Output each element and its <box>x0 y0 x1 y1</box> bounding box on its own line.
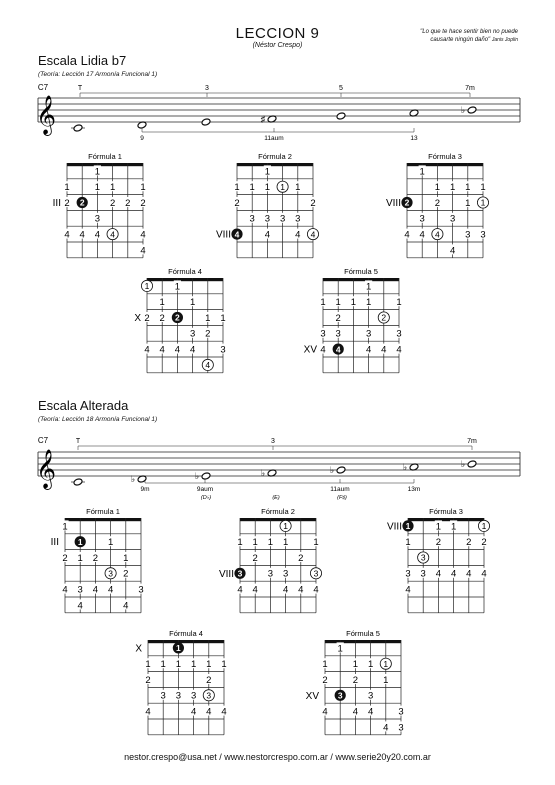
finger-number: 3 <box>337 690 343 701</box>
nut <box>407 163 483 166</box>
finger-number: 1 <box>77 536 83 547</box>
finger-number: 3 <box>175 690 182 702</box>
accidental-flat-icon: ♭ <box>460 105 466 115</box>
finger-number: 3 <box>313 568 319 579</box>
finger-number: 1 <box>320 297 326 309</box>
finger-number: 4 <box>404 229 410 241</box>
whole-note <box>467 106 477 114</box>
finger-number: 4 <box>320 344 326 356</box>
accidental-flat-icon: ♭ <box>194 471 200 481</box>
finger-number: 4 <box>435 229 440 240</box>
finger-number: 4 <box>145 706 151 718</box>
fret-diagram <box>53 152 147 258</box>
finger-number: 2 <box>298 552 304 564</box>
finger-number: 4 <box>466 568 472 580</box>
fret-diagram <box>135 629 227 735</box>
diagram-title: Fórmula 2 <box>258 152 292 161</box>
nut <box>148 640 224 643</box>
finger-number: 4 <box>94 229 101 241</box>
finger-number: 2 <box>404 197 410 208</box>
finger-number: 1 <box>94 182 101 194</box>
finger-number: 1 <box>383 658 389 669</box>
diagram-title: Fórmula 4 <box>168 267 202 276</box>
whole-note <box>73 124 83 132</box>
finger-number: 3 <box>206 690 212 701</box>
finger-number: 4 <box>367 706 374 718</box>
whole-note <box>336 466 346 474</box>
finger-number: 1 <box>234 182 240 194</box>
finger-number: 3 <box>160 690 166 702</box>
finger-number: 4 <box>264 229 271 241</box>
finger-number: 1 <box>264 166 271 178</box>
finger-number: 2 <box>125 197 131 209</box>
finger-number: 1 <box>435 521 442 533</box>
quote-author: Janis Joplin <box>491 37 518 43</box>
treble-clef-icon: 𝄞 <box>35 450 57 488</box>
finger-number: 1 <box>107 537 114 549</box>
finger-number: 2 <box>466 537 472 549</box>
diagram-title: Fórmula 5 <box>346 629 380 638</box>
whole-note <box>336 112 346 120</box>
finger-number: 2 <box>145 674 151 686</box>
finger-number: 3 <box>398 706 404 718</box>
staff-1 <box>36 436 520 501</box>
finger-number: 1 <box>190 659 197 671</box>
finger-number: 1 <box>465 197 471 209</box>
finger-number: 1 <box>352 659 359 671</box>
fret-diagram <box>304 267 403 373</box>
diagram-title: Fórmula 2 <box>261 507 295 516</box>
finger-number: 1 <box>383 674 389 686</box>
finger-number: 2 <box>234 197 240 209</box>
finger-number: 4 <box>110 229 115 240</box>
finger-number: 4 <box>295 229 301 241</box>
finger-number: 1 <box>145 659 151 671</box>
interval-label-top: T <box>75 438 81 445</box>
finger-number: 3 <box>367 690 374 702</box>
finger-number: 4 <box>140 245 146 257</box>
finger-number: 2 <box>109 197 116 209</box>
finger-number: 1 <box>64 182 70 194</box>
finger-number: 3 <box>279 213 286 225</box>
treble-clef-icon: 𝄞 <box>35 96 57 134</box>
nut <box>65 518 141 521</box>
finger-number: 1 <box>365 281 372 293</box>
finger-number: 1 <box>237 537 243 549</box>
finger-number: 3 <box>320 328 326 340</box>
section-title-alterada: Escala Alterada <box>38 398 129 413</box>
finger-number: 3 <box>420 552 426 563</box>
finger-number: 4 <box>419 229 425 241</box>
fret-diagram <box>387 507 490 613</box>
finger-number: 1 <box>481 521 487 532</box>
accidental-flat-icon: ♭ <box>460 459 466 469</box>
finger-number: 1 <box>77 552 83 564</box>
finger-number: 4 <box>405 584 411 596</box>
finger-number: 2 <box>175 312 180 323</box>
fret-diagram <box>386 152 489 258</box>
finger-number: 1 <box>449 182 456 194</box>
finger-number: 2 <box>144 312 150 324</box>
finger-number: 4 <box>313 584 319 596</box>
finger-number: 4 <box>77 600 83 612</box>
nut <box>240 518 316 521</box>
finger-number: 1 <box>252 537 258 549</box>
finger-number: 1 <box>396 297 402 309</box>
finger-number: 1 <box>450 521 457 533</box>
position-label: III <box>52 198 61 209</box>
finger-number: 2 <box>252 552 258 564</box>
finger-number: 1 <box>335 297 341 309</box>
finger-number: 4 <box>383 722 389 734</box>
finger-number: 1 <box>480 197 486 208</box>
chord-label: C7 <box>37 436 49 445</box>
interval-label-bottom: 9aum <box>196 486 214 493</box>
finger-number: 3 <box>335 328 341 340</box>
section-theory-lidia: (Teoría: Lección 17 Armonía Funcional 1) <box>38 71 158 78</box>
finger-number: 4 <box>449 245 456 257</box>
finger-number: 1 <box>123 552 129 564</box>
whole-note <box>201 118 211 126</box>
finger-number: 2 <box>159 312 165 324</box>
nut <box>323 278 399 281</box>
finger-number: 1 <box>405 521 411 532</box>
finger-number: 4 <box>159 344 165 356</box>
finger-number: 4 <box>144 344 150 356</box>
finger-number: 3 <box>420 568 426 580</box>
interval-label-bottom: 13m <box>407 486 421 493</box>
position-label: X <box>134 313 141 324</box>
finger-number: 3 <box>396 328 402 340</box>
finger-number: 2 <box>62 552 68 564</box>
finger-number: 3 <box>295 213 301 225</box>
finger-number: 1 <box>280 181 285 192</box>
position-label: XV <box>303 344 317 356</box>
finger-number: 2 <box>335 312 341 324</box>
finger-number: 4 <box>381 344 387 356</box>
finger-number: 1 <box>206 659 212 671</box>
finger-number: 1 <box>144 281 150 292</box>
finger-number: 3 <box>190 690 197 702</box>
finger-number: 3 <box>77 584 83 596</box>
finger-number: 1 <box>465 182 471 194</box>
enharmonic-label: (F♯) <box>337 495 347 501</box>
finger-number: 1 <box>282 537 289 549</box>
diagram-title: Fórmula 3 <box>428 152 462 161</box>
finger-number: 4 <box>322 706 328 718</box>
finger-number: 1 <box>313 537 319 549</box>
finger-number: 3 <box>220 344 226 356</box>
finger-number: 4 <box>140 229 146 241</box>
finger-number: 2 <box>381 312 387 323</box>
finger-number: 1 <box>94 166 101 178</box>
page-title: LECCION 9 <box>235 25 320 42</box>
finger-number: 1 <box>434 182 441 194</box>
finger-number: 4 <box>64 229 70 241</box>
finger-number: 3 <box>465 229 471 241</box>
chord-label: C7 <box>37 83 49 92</box>
diagram-title: Fórmula 5 <box>344 267 378 276</box>
enharmonic-label: (E) <box>272 495 280 501</box>
diagram-title: Fórmula 4 <box>169 629 203 638</box>
finger-number: 4 <box>123 600 129 612</box>
finger-number: 1 <box>295 182 301 194</box>
finger-number: 4 <box>190 706 197 718</box>
finger-number: 1 <box>367 659 374 671</box>
finger-number: 4 <box>79 229 85 241</box>
finger-number: 2 <box>310 197 316 209</box>
interval-label-bottom: 9 <box>140 135 144 142</box>
finger-number: 3 <box>365 328 372 340</box>
finger-number: 4 <box>107 584 114 596</box>
interval-label-bottom: 11aum <box>330 486 350 493</box>
accidental-flat-icon: ♭ <box>260 468 266 478</box>
finger-number: 1 <box>160 659 166 671</box>
finger-number: 4 <box>396 344 402 356</box>
finger-number: 3 <box>94 213 101 225</box>
accidental-sharp-icon: ♯ <box>260 114 266 124</box>
finger-number: 3 <box>282 568 289 580</box>
finger-number: 3 <box>480 229 486 241</box>
finger-number: 2 <box>206 674 212 686</box>
finger-number: 4 <box>298 584 304 596</box>
fret-diagram <box>134 267 226 373</box>
author-line: (Néstor Crespo) <box>252 42 303 49</box>
finger-number: 2 <box>322 674 328 686</box>
finger-number: 2 <box>434 197 441 209</box>
finger-number: 4 <box>282 584 289 596</box>
finger-number: 4 <box>92 584 99 596</box>
interval-label-top: 5 <box>339 85 343 92</box>
finger-number: 2 <box>435 537 442 549</box>
quote-line-2: causarte ningún daño" <box>430 37 491 43</box>
finger-number: 3 <box>398 722 404 734</box>
fret-diagram <box>219 507 322 613</box>
position-label: III <box>50 537 59 549</box>
finger-number: 4 <box>352 706 359 718</box>
position-label: VIII <box>215 229 231 241</box>
diagram-title: Fórmula 1 <box>86 507 120 516</box>
finger-number: 2 <box>140 197 146 209</box>
finger-number: 1 <box>176 643 181 654</box>
finger-number: 2 <box>352 674 359 686</box>
fret-diagram <box>216 152 319 258</box>
nut <box>325 640 401 643</box>
section-title-lidia: Escala Lidia b7 <box>38 53 127 68</box>
nut <box>237 163 313 166</box>
section-theory-alterada: (Teoría: Lección 18 Armonía Funcional 1) <box>38 416 158 423</box>
enharmonic-label: (D♭) <box>200 495 212 501</box>
finger-number: 1 <box>109 182 116 194</box>
finger-number: 1 <box>350 297 357 309</box>
finger-number: 2 <box>79 197 85 208</box>
finger-number: 1 <box>283 521 288 532</box>
finger-number: 4 <box>450 568 457 580</box>
interval-label-bottom: 9m <box>140 486 150 493</box>
finger-number: 4 <box>205 360 211 371</box>
finger-number: 4 <box>62 584 68 596</box>
finger-number: 4 <box>310 229 316 240</box>
fret-diagram <box>306 629 405 735</box>
whole-note <box>201 472 211 480</box>
finger-number: 1 <box>249 182 255 194</box>
nut <box>408 518 484 521</box>
position-label: XV <box>305 690 319 702</box>
finger-number: 1 <box>220 312 226 324</box>
finger-number: 2 <box>64 197 70 209</box>
position-label: X <box>135 643 142 655</box>
interval-label-bottom: 13 <box>410 135 418 142</box>
finger-number: 3 <box>267 568 274 580</box>
finger-number: 2 <box>205 328 211 340</box>
finger-number: 4 <box>481 568 487 580</box>
accidental-flat-icon: ♭ <box>329 465 335 475</box>
finger-number: 1 <box>337 643 343 655</box>
interval-label-top: 7m <box>465 85 475 92</box>
finger-number: 3 <box>138 584 144 596</box>
interval-label-top: T <box>77 85 83 92</box>
interval-label-bottom: 11aum <box>264 135 284 142</box>
finger-number: 2 <box>92 552 99 564</box>
finger-number: 3 <box>419 213 425 225</box>
position-label: VIII <box>386 521 402 533</box>
finger-number: 1 <box>175 659 182 671</box>
finger-number: 4 <box>335 344 341 355</box>
finger-number: 1 <box>189 297 196 309</box>
finger-number: 4 <box>234 229 240 240</box>
interval-label-top: 3 <box>205 85 209 92</box>
finger-number: 4 <box>174 344 181 356</box>
finger-number: 4 <box>206 706 212 718</box>
finger-number: 1 <box>264 182 271 194</box>
finger-number: 3 <box>108 568 113 579</box>
finger-number: 1 <box>140 182 146 194</box>
finger-number: 1 <box>159 297 165 309</box>
finger-number: 3 <box>405 568 411 580</box>
whole-note <box>73 478 83 486</box>
finger-number: 3 <box>249 213 255 225</box>
finger-number: 1 <box>322 659 328 671</box>
staff-0 <box>36 83 520 142</box>
finger-number: 2 <box>123 568 129 580</box>
diagram-title: Fórmula 1 <box>88 152 122 161</box>
finger-number: 4 <box>189 344 196 356</box>
finger-number: 3 <box>449 213 456 225</box>
interval-label-top: 3 <box>271 438 275 445</box>
finger-number: 3 <box>189 328 196 340</box>
finger-number: 4 <box>252 584 258 596</box>
nut <box>147 278 223 281</box>
diagram-title: Fórmula 3 <box>429 507 463 516</box>
interval-label-top: 7m <box>467 438 477 445</box>
finger-number: 1 <box>267 537 274 549</box>
position-label: VIII <box>385 198 401 209</box>
finger-number: 1 <box>174 281 181 293</box>
accidental-flat-icon: ♭ <box>130 474 136 484</box>
accidental-flat-icon: ♭ <box>402 462 408 472</box>
finger-number: 1 <box>405 537 411 549</box>
finger-number: 1 <box>205 312 211 324</box>
finger-number: 3 <box>264 213 271 225</box>
finger-number: 1 <box>365 297 372 309</box>
finger-number: 4 <box>435 568 442 580</box>
footer-links: nestor.crespo@usa.net / www.nestorcrespo.com.ar / www.serie20y20.com.ar <box>124 752 431 762</box>
fret-diagram <box>51 507 145 613</box>
quote-line-1: "Lo que te hace sentir bien no puede <box>420 29 518 35</box>
finger-number: 2 <box>481 537 487 549</box>
whole-note <box>467 460 477 468</box>
finger-number: 1 <box>480 182 486 194</box>
finger-number: 4 <box>237 584 243 596</box>
nut <box>67 163 143 166</box>
finger-number: 4 <box>365 344 372 356</box>
finger-number: 4 <box>221 706 227 718</box>
finger-number: 1 <box>221 659 227 671</box>
finger-number: 1 <box>419 166 425 178</box>
finger-number: 1 <box>62 521 68 533</box>
finger-number: 3 <box>237 568 243 579</box>
position-label: VIII <box>218 568 234 580</box>
